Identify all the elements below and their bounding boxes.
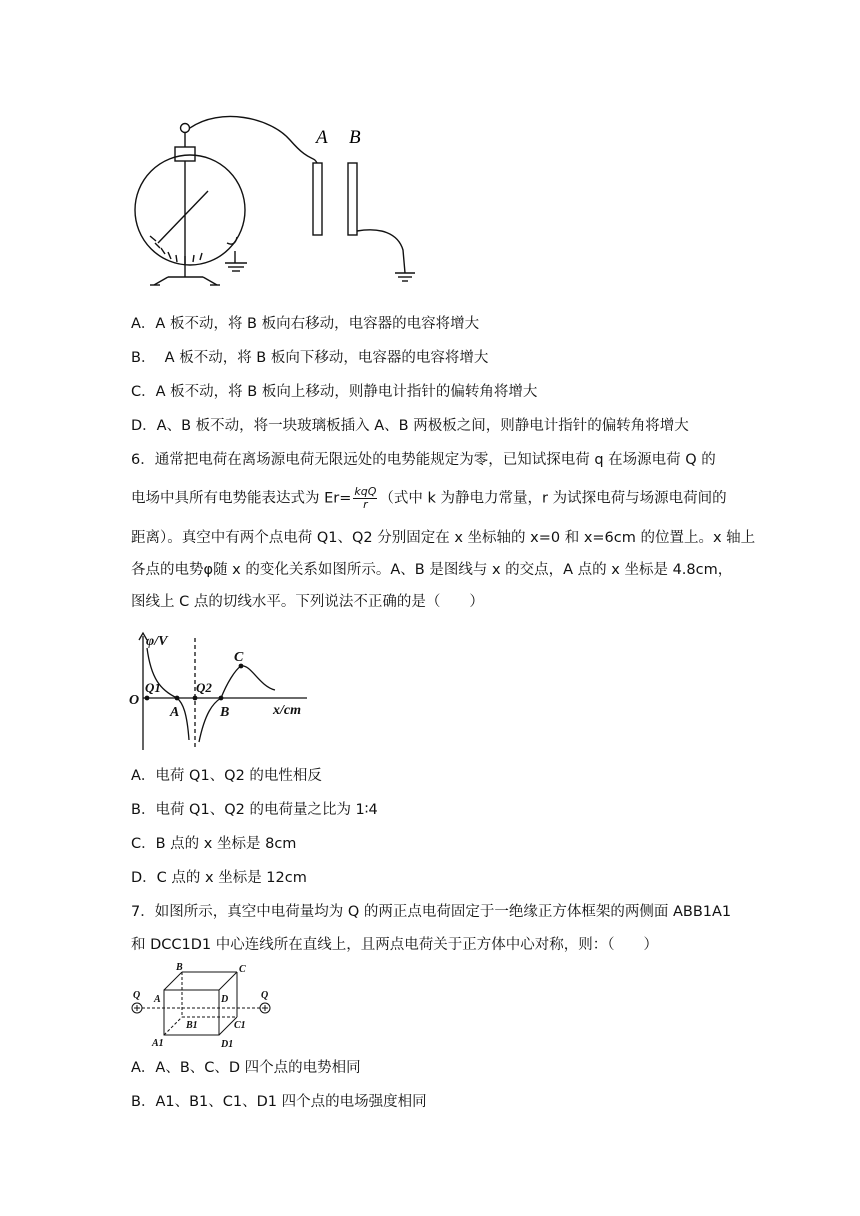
vertex-b-label: B	[176, 962, 183, 973]
q6-line-2: 电场中具所有电势能表达式为 Er= $\frac{\text{kqQ}}{r}$ （式中 k 为静电力常量，r 为试探电荷与场源电荷间的	[131, 485, 727, 511]
q6-line-3: 距离）。真空中有两个点电荷 Q1、Q2 分别固定在 x 坐标轴的 x=0 和 x=6cm 的位置上。x 轴上	[131, 530, 756, 546]
plate-a-label: A	[316, 127, 328, 148]
cube-charges-figure	[128, 958, 278, 1050]
q7-line-1: 7．如图所示，真空中电荷量均为 Q 的两正点电荷固定于一绝缘正方体框架的两侧面 ABB1A1	[131, 904, 732, 920]
q5-option-d: D．A、B 板不动，将一块玻璃板插入 A、B 两极板之间，则静电计指针的偏转角将增大	[131, 418, 689, 434]
vertex-a-label: A	[154, 994, 161, 1005]
point-c-label: C	[234, 650, 244, 665]
vertex-c-label: C	[239, 964, 246, 975]
q6-line-5: 图线上 C 点的切线水平。下列说法不正确的是（ ）	[131, 594, 484, 610]
q6-line-4: 各点的电势φ随 x 的变化关系如图所示。A、B 是图线与 x 的交点，A 点的 x 坐标是 4.8cm，	[131, 562, 733, 578]
q6-option-b: B．电荷 Q1、Q2 的电荷量之比为 1∶4	[131, 802, 378, 818]
q1-label: Q1	[145, 680, 161, 695]
origin-label: O	[129, 693, 140, 708]
q6-option-c: C．B 点的 x 坐标是 8cm	[131, 836, 297, 852]
q7-line-2: 和 DCC1D1 中心连线所在直线上，且两点电荷关于正方体中心对称，则：（ ）	[131, 937, 658, 953]
vertex-a1-label: A1	[152, 1038, 164, 1049]
q5-option-a: A．A 板不动，将 B 板向右移动，电容器的电容将增大	[131, 316, 480, 332]
plate-b-label: B	[349, 127, 361, 148]
vertex-d-label: D	[221, 994, 229, 1005]
q5-option-c: C．A 板不动，将 B 板向上移动，则静电计指针的偏转角将增大	[131, 384, 538, 400]
point-b-label: B	[220, 705, 230, 720]
vertex-d1-label: D1	[221, 1039, 234, 1050]
energy-formula-fraction: $\frac{\text{kqQ}}{r}$	[354, 485, 377, 511]
q2-label: Q2	[196, 680, 212, 695]
x-axis-label: x/cm	[273, 703, 301, 718]
electroscope-capacitor-figure	[130, 115, 430, 290]
charge-q-right-label: Q	[261, 990, 269, 1001]
vertex-b1-label: B1	[186, 1020, 198, 1031]
q5-option-b: B． A 板不动，将 B 板向下移动，电容器的电容将增大	[131, 350, 489, 366]
q7-option-b: B．A1、B1、C1、D1 四个点的电场强度相同	[131, 1094, 427, 1110]
point-a-label: A	[170, 705, 180, 720]
q6-option-a: A．电荷 Q1、Q2 的电性相反	[131, 768, 322, 784]
vertex-c1-label: C1	[234, 1020, 246, 1031]
charge-q-left-label: Q	[133, 990, 141, 1001]
y-axis-label: φ/V	[146, 634, 168, 649]
potential-graph-figure	[125, 628, 315, 752]
q7-option-a: A．A、B、C、D 四个点的电势相同	[131, 1060, 361, 1076]
q6-option-d: D．C 点的 x 坐标是 12cm	[131, 870, 307, 886]
q6-line-1: 6．通常把电荷在离场源电荷无限远处的电势能规定为零，已知试探电荷 q 在场源电荷 Q 的	[131, 452, 716, 468]
